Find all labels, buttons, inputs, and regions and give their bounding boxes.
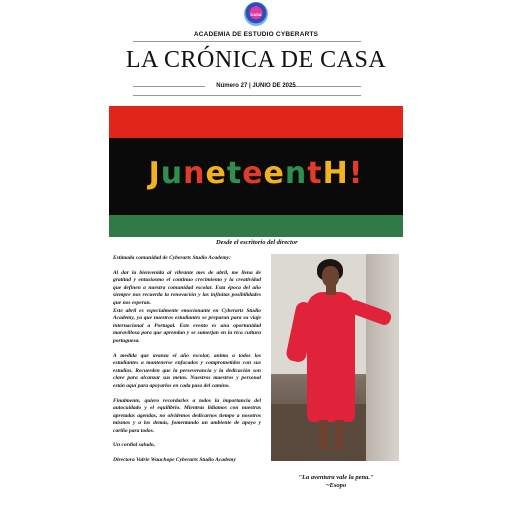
photo-leg-left [319, 420, 328, 450]
banner-green-band [109, 215, 403, 237]
letter-closing: Un cordial saludo, [113, 442, 156, 449]
letter-paragraph: A medida que avanza el año escolar, animo a todos los estudiantes a mantenerse enfocados y comprometidos con sus estudios. Recuerden que la perseverancia y la dedicación son clave para alcanzar sus metas. Nuestros maestros y personal están aquí para apoyarlos en cada paso del camino. [113, 352, 261, 389]
letter-paragraph: Este abril es especialmente emocionante en Cyberarts Studio Academy, ya que nuestros estudiantes se preparan para su viaje internacional a Portugal. Este evento es una oportunidad maravillosa para que aprendan y se sumerjan en la rica cultura portuguesa. [113, 307, 261, 344]
juneteenth-letter: n [284, 156, 308, 191]
photo-caption: Desde el escritorio del director [216, 239, 298, 246]
quote-block [286, 474, 386, 490]
quote-text: "La aventura vale la pena." [298, 474, 374, 481]
logo-text: CASA [250, 11, 262, 17]
juneteenth-letter: ! [348, 156, 364, 191]
director-letter [113, 255, 261, 472]
juneteenth-banner [109, 106, 403, 237]
director-photo [271, 254, 399, 461]
photo-face [322, 266, 339, 287]
juneteenth-letter: e [242, 156, 264, 191]
school-logo [244, 2, 268, 26]
quote-author: ~Esopo [325, 482, 347, 489]
juneteenth-letter: e [263, 156, 285, 191]
juneteenth-letter: t [307, 156, 323, 191]
photo-curtain [366, 254, 399, 461]
photo-leg-right [335, 420, 344, 450]
juneteenth-letter: J [148, 156, 161, 191]
issue-line: Número 27 | JUNIO DE 2025 [216, 83, 296, 89]
juneteenth-letter: u [160, 156, 184, 191]
photo-dress [307, 292, 355, 422]
top-rule [133, 41, 361, 42]
academy-name: ACADEMIA DE ESTUDIO CYBERARTS [193, 31, 319, 38]
letter-signature: Directora Valrie Wauchope Cyberarts Studio Academy [113, 457, 236, 464]
newsletter-title: LA CRÓNICA DE CASA [125, 47, 387, 73]
juneteenth-letter: H [322, 156, 349, 191]
letter-paragraph: Al dar la bienvenida al vibrante mes de abril, me llena de gratitud y entusiasmo el continuo crecimiento y la creatividad que definen a nuestra comunidad escolar. Esta época del año siempre nos recuerda la renovación y las infinitas posibilidades que nos esperan. [113, 269, 261, 306]
juneteenth-letter: t [226, 156, 243, 191]
juneteenth-title [109, 156, 403, 191]
banner-red-band [109, 106, 403, 138]
letter-greeting: Estimada comunidad de Cyberarts Studio Academy: [113, 255, 231, 261]
issue-rule [133, 95, 361, 96]
letter-paragraph: Finalmente, quiero recordarles a todos la importancia del autocuidado y el equilibrio. Mientras lidiamos con nuestras apretadas agendas, no olvidemos dedicarnos tiempo a nosotros mismos y a los demás, fomentando un ambiente de apoyo y cariño para todos. [113, 397, 261, 434]
juneteenth-letter: e [205, 156, 227, 191]
juneteenth-letter: n [183, 156, 206, 191]
